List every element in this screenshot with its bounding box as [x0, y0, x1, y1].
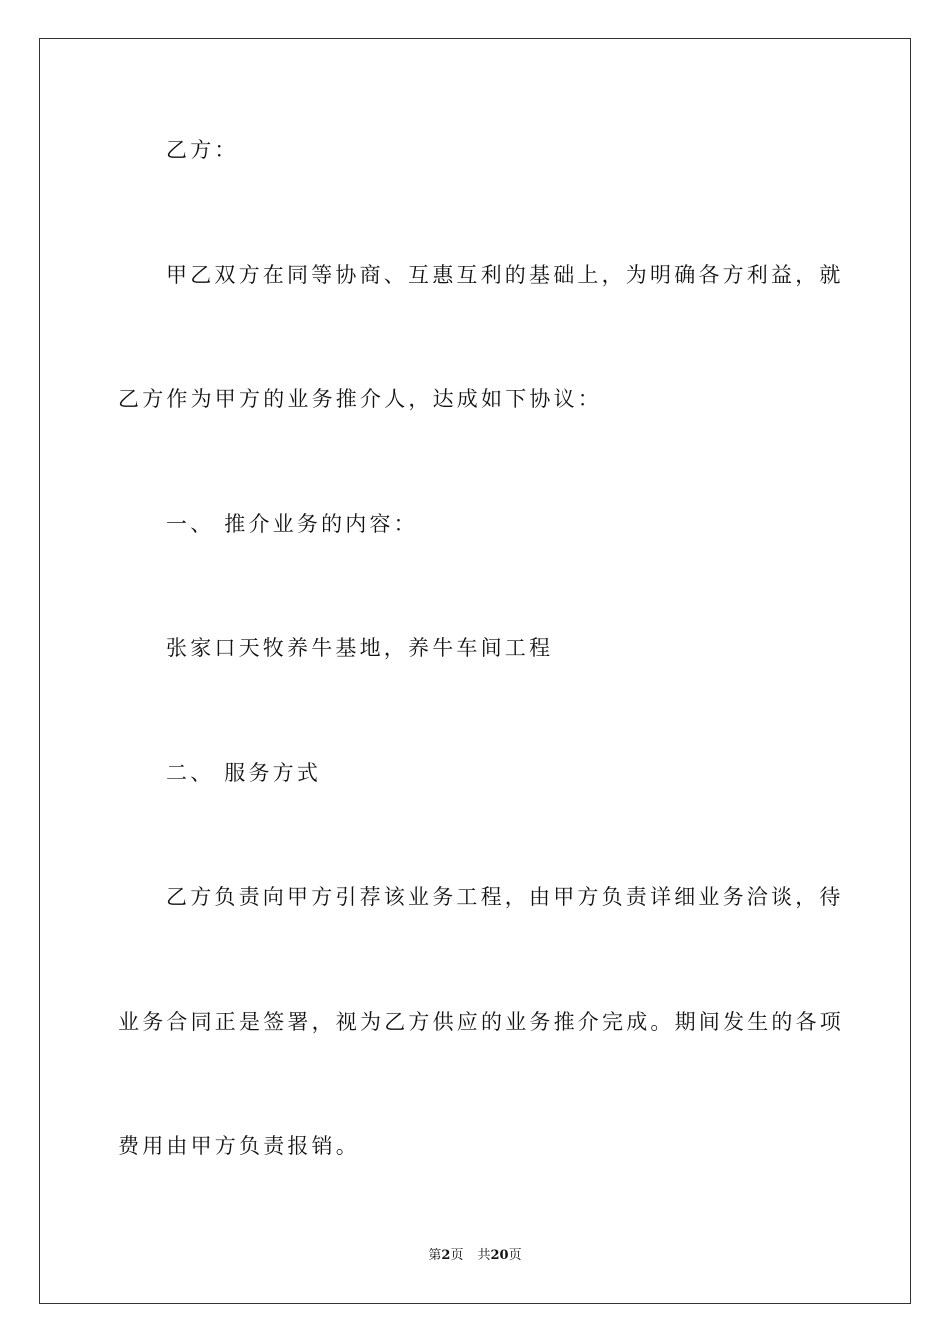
total-suffix: 页: [508, 1248, 522, 1263]
page-frame: [39, 38, 911, 1304]
page-number: 2: [441, 1248, 451, 1263]
paragraph-line: 业务合同正是签署，视为乙方供应的业务推介完成。期间发生的各项: [118, 1010, 844, 1034]
paragraph-line: 费用由甲方负责报销。: [118, 1134, 360, 1158]
paragraph-line: 张家口天牧养牛基地，养牛车间工程: [166, 636, 554, 660]
total-pages: 20: [490, 1248, 509, 1263]
page-suffix: 页: [450, 1248, 464, 1263]
paragraph-line: 乙方负责向甲方引荐该业务工程，由甲方负责详细业务洽谈，待: [166, 885, 844, 909]
total-prefix: 共: [477, 1248, 491, 1263]
paragraph-line: 甲乙双方在同等协商、互惠互利的基础上，为明确各方利益，就: [166, 263, 844, 287]
page-footer: [0, 1247, 950, 1265]
paragraph-line: 乙方作为甲方的业务推介人，达成如下协议：: [118, 387, 602, 411]
section-heading-1: 一、 推介业务的内容：: [166, 512, 418, 536]
page-prefix: 第: [428, 1248, 442, 1263]
section-heading-2: 二、 服务方式: [166, 761, 322, 785]
party-b-label: 乙方：: [166, 138, 239, 162]
